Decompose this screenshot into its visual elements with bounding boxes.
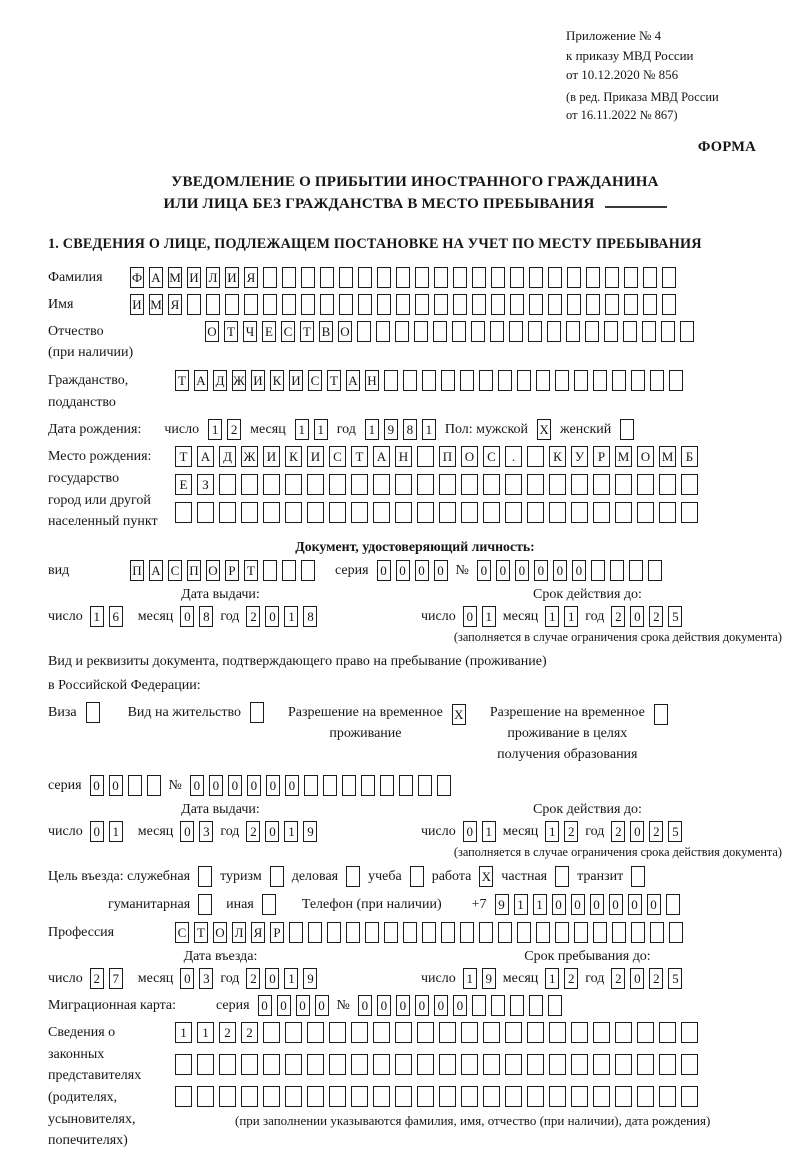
edu-permit-group: Разрешение на временное проживание в целях получения образования	[490, 702, 668, 765]
purpose-transit-checkbox	[631, 866, 645, 887]
doc-valid-year-cells: 2 0 2 5	[611, 606, 682, 627]
surname-cells: Ф А М И Л И Я	[130, 267, 676, 288]
residence-doc-line2: в Российской Федерации:	[48, 678, 201, 693]
doc-issue-group: Дата выдачи: число 1 6 месяц 0 8 год 2 0 1 8	[48, 587, 393, 645]
purpose-private-checkbox	[555, 866, 569, 887]
representatives-note: (при заполнении указываются фамилия, имя, отчество (при наличии), дата рождения)	[235, 1113, 711, 1128]
purpose-work-checkbox: X	[479, 866, 493, 887]
migration-number-cells: 0 0 0 0 0 0	[358, 995, 562, 1016]
migration-card-row: Миграционная карта: серия 0 0 0 0 № 0 0 0 0 0 0	[48, 995, 782, 1016]
phone-cells: 9 1 1 0 0 0 0 0 0	[495, 894, 680, 915]
stay-month-cells: 1 2	[545, 968, 578, 989]
residence-permit-checkbox	[250, 702, 264, 723]
stay-until-group: Срок пребывания до: число 1 9 месяц 1 2 год 2 0 2 5	[393, 949, 782, 989]
purpose-humanitarian-checkbox	[198, 894, 212, 915]
migration-card-label: Миграционная карта:	[48, 998, 177, 1013]
residence-doc-line1: Вид и реквизиты документа, подтверждающего право на пребывание (проживание)	[48, 654, 547, 669]
purpose-other-checkbox	[262, 894, 276, 915]
name-cells: И М Я	[130, 294, 676, 315]
entry-day-cells: 2 7	[90, 968, 123, 989]
sex-male-label: Пол: мужской	[444, 422, 529, 438]
birth-place-row	[48, 446, 782, 533]
restriction-note-2: (заполняется в случае ограничения срока действия документа)	[453, 845, 782, 859]
doc-number-cells: 0 0 0 0 0 0	[477, 560, 662, 581]
phone-prefix: +7	[471, 896, 487, 912]
patronymic-cells: О Т Ч Е С Т В О	[205, 321, 694, 342]
representatives-cells	[175, 1022, 710, 1107]
entry-year-cells: 2 0 1 9	[246, 968, 317, 989]
form-title-line1: УВЕДОМЛЕНИЕ О ПРИБЫТИИ ИНОСТРАННОГО ГРАЖДАНИНА	[171, 174, 659, 190]
stay-day-cells: 1 9	[463, 968, 496, 989]
annex-reference	[566, 26, 782, 125]
doc-valid-group: Срок действия до: число 0 1 месяц 1 1 год 2 0 2 5 (заполняется в случае ограничения срока действия документа)	[393, 587, 782, 645]
surname-label: Фамилия	[48, 269, 103, 285]
doc-valid-month-cells: 1 1	[545, 606, 578, 627]
birth-place-label: Место рождения: государство город или другой населенный пункт	[48, 449, 158, 530]
restriction-note: (заполняется в случае ограничения срока действия документа)	[453, 630, 782, 644]
purpose-business-label: деловая	[291, 868, 339, 884]
entry-stay-dates-row	[48, 949, 782, 989]
blank-underline	[605, 196, 667, 208]
residence-doc-types-row	[48, 702, 782, 765]
permit-number-cells: 0 0 0 0 0 0	[190, 775, 451, 796]
birth-date-row: Дата рождения: число 1 2 месяц 1 1 год 1 9 8 1 Пол: мужской X женский	[48, 419, 782, 440]
surname-row	[48, 267, 782, 288]
doc-dates-row	[48, 587, 782, 645]
form-title	[48, 172, 782, 216]
permit-valid-year-cells: 2 0 2 5	[611, 821, 682, 842]
migration-series-cells: 0 0 0 0	[258, 995, 329, 1016]
annex-amendment-2: от 16.11.2022 № 867)	[566, 108, 678, 123]
permit-issue-day-cells: 0 1	[90, 821, 123, 842]
permit-series-row: серия 0 0 № 0 0 0 0 0 0	[48, 775, 782, 796]
purpose-other-label: иная	[226, 896, 254, 912]
sex-male-checkbox: X	[537, 419, 551, 440]
doc-valid-day-cells: 0 1	[463, 606, 496, 627]
birth-place-cells-1: Т А Д Ж И К И С Т А Н П О С . К У Р М О М Б	[175, 446, 698, 467]
sex-female-checkbox	[620, 419, 634, 440]
purpose-work-label: работа	[431, 868, 472, 884]
annex-line-1: Приложение № 4	[566, 28, 662, 43]
entry-month-cells: 0 3	[180, 968, 213, 989]
edu-permit-checkbox	[654, 704, 668, 725]
permit-issue-year-cells: 2 0 1 9	[246, 821, 317, 842]
purpose-official-checkbox	[198, 866, 212, 887]
visa-group: Виза	[48, 702, 100, 723]
purpose-business-checkbox	[346, 866, 360, 887]
purpose-study-checkbox	[410, 866, 424, 887]
purpose-tourism-label: туризм	[220, 868, 262, 884]
patronymic-row	[48, 321, 782, 364]
temp-permit-checkbox: X	[452, 704, 466, 725]
profession-row	[48, 922, 782, 943]
profession-label: Профессия	[48, 925, 115, 940]
permit-valid-month-cells: 1 2	[545, 821, 578, 842]
temp-permit-group: Разрешение на временное проживание X	[288, 702, 466, 744]
doc-series-cells: 0 0 0 0	[377, 560, 448, 581]
sex-female-label: женский	[560, 422, 612, 438]
annex-line-2: к приказу МВД России	[566, 47, 694, 63]
representatives-cells-1: 1 1 2 2	[175, 1022, 710, 1043]
purpose-transit-label: транзит	[577, 868, 624, 884]
purpose-study-label: учеба	[368, 868, 402, 884]
permit-valid-group: Срок действия до: число 0 1 месяц 1 2 год 2 0 2 5 (заполняется в случае ограничения срока действия документа)	[393, 802, 782, 860]
doc-kind-label: вид	[48, 563, 70, 578]
form-word: ФОРМА	[697, 139, 756, 155]
residence-permit-group: Вид на жительство	[128, 702, 264, 723]
purpose-private-label: частная	[501, 868, 548, 884]
entry-purpose-row	[48, 866, 782, 887]
purpose-phone-row	[108, 894, 782, 915]
birth-month-cells: 1 1	[295, 419, 328, 440]
identity-doc-row: вид П А С П О Р Т серия 0 0 0 0 № 0 0 0 0 0 0	[48, 560, 782, 581]
doc-issue-day-cells: 1 6	[90, 606, 123, 627]
representatives-row	[48, 1022, 782, 1152]
birth-day-cells: 1 2	[208, 419, 241, 440]
purpose-official-label: Цель въезда: служебная	[48, 868, 191, 884]
phone-label: Телефон (при наличии)	[301, 896, 442, 912]
birth-date-label: Дата рождения:	[48, 422, 142, 438]
birth-place-cells-2: Е З	[175, 474, 698, 495]
patronymic-label: Отчество (при наличии)	[48, 323, 134, 361]
citizenship-row	[48, 370, 782, 413]
birth-place-cells	[175, 446, 698, 523]
citizenship-label: Гражданство, подданство	[48, 372, 129, 410]
name-row	[48, 294, 782, 315]
representatives-cells-2	[175, 1054, 710, 1075]
name-label: Имя	[48, 296, 74, 312]
visa-checkbox	[86, 702, 100, 723]
annex-amendment-1: (в ред. Приказа МВД России	[566, 89, 719, 104]
profession-cells: С Т О Л Я Р	[175, 922, 683, 943]
representatives-cells-3	[175, 1086, 710, 1107]
form-title-line2: ИЛИ ЛИЦА БЕЗ ГРАЖДАНСТВА В МЕСТО ПРЕБЫВАНИЯ	[163, 195, 595, 212]
purpose-tourism-checkbox	[270, 866, 284, 887]
entry-date-group: Дата въезда: число 2 7 месяц 0 3 год 2 0 1 9	[48, 949, 393, 989]
stay-year-cells: 2 0 2 5	[611, 968, 682, 989]
purpose-humanitarian-label: гуманитарная	[108, 896, 191, 912]
citizenship-cells: Т А Д Ж И К И С Т А Н	[175, 370, 683, 391]
doc-kind-cells: П А С П О Р Т	[130, 560, 315, 581]
doc-issue-month-cells: 0 8	[180, 606, 213, 627]
section-1-title: 1. СВЕДЕНИЯ О ЛИЦЕ, ПОДЛЕЖАЩЕМ ПОСТАНОВКЕ НА УЧЕТ ПО МЕСТУ ПРЕБЫВАНИЯ	[48, 235, 702, 252]
doc-issue-year-cells: 2 0 1 8	[246, 606, 317, 627]
permit-series-cells: 0 0	[90, 775, 161, 796]
annex-line-3: от 10.12.2020 № 856	[566, 67, 679, 82]
permit-valid-day-cells: 0 1	[463, 821, 496, 842]
birth-year-cells: 1 9 8 1	[365, 419, 436, 440]
permit-dates-row	[48, 802, 782, 860]
permit-issue-group: Дата выдачи: число 0 1 месяц 0 3 год 2 0 1 9	[48, 802, 393, 860]
permit-issue-month-cells: 0 3	[180, 821, 213, 842]
representatives-label: Сведения о законных представителях (родителях, усыновителях, попечителях)	[48, 1025, 142, 1149]
identity-doc-heading: Документ, удостоверяющий личность:	[295, 539, 535, 554]
birth-place-cells-3	[175, 502, 698, 523]
